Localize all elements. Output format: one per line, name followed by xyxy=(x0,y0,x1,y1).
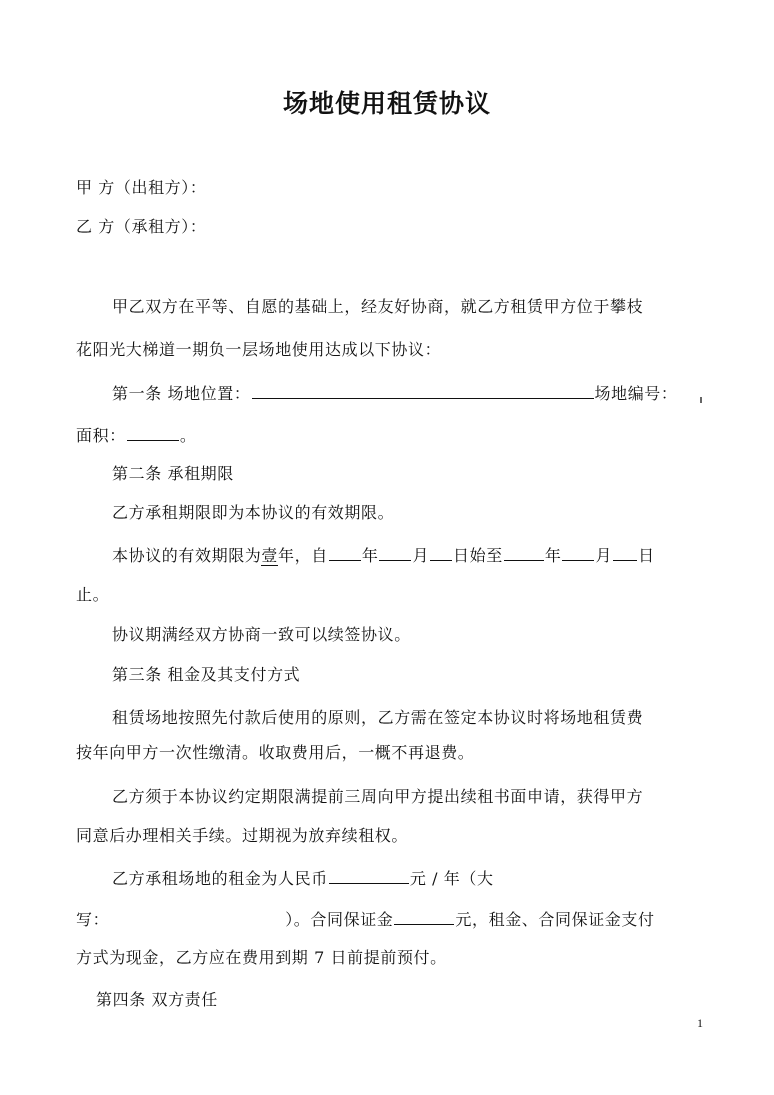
end-month-label: 月 xyxy=(595,546,613,565)
end-day-label: 日 xyxy=(638,546,655,565)
start-day-blank[interactable] xyxy=(430,543,452,561)
article-2-paragraph-3: 协议期满经双方协商一致可以续签协议。 xyxy=(112,625,411,644)
margin-mark xyxy=(700,397,702,403)
article-1-location-label: 第一条 场地位置： xyxy=(112,384,251,403)
party-a-line: 甲 方（出租方）： xyxy=(76,178,207,197)
start-year-label: 年 xyxy=(361,546,379,565)
term-text-a: 本协议的有效期限为 xyxy=(112,546,262,565)
article-1-area-line xyxy=(76,423,196,447)
intro-paragraph-line-1: 甲乙双方在平等、自愿的基础上，经友好协商，就乙方租赁甲方位于攀枝 xyxy=(112,297,644,316)
end-year-label: 年 xyxy=(544,546,562,565)
area-label: 面积： xyxy=(76,426,126,445)
article-4-heading: 第四条 双方责任 xyxy=(96,990,218,1009)
start-year-blank[interactable] xyxy=(329,543,361,561)
area-blank[interactable] xyxy=(127,423,179,441)
capital-amount-label: 写： xyxy=(76,910,110,929)
end-month-blank[interactable] xyxy=(562,543,594,561)
start-day-label: 日始至 xyxy=(453,546,503,565)
location-blank[interactable] xyxy=(252,381,594,399)
term-text-b: 年，自 xyxy=(278,546,328,565)
payment-method-text: 元，租金、合同保证金支付 xyxy=(455,910,655,929)
rent-text: 乙方承租场地的租金为人民币 xyxy=(112,869,328,888)
article-3-rent-line xyxy=(112,866,494,890)
start-month-label: 月 xyxy=(412,546,430,565)
area-end: 。 xyxy=(179,426,197,445)
article-2-paragraph-1: 乙方承租期限即为本协议的有效期限。 xyxy=(112,503,395,522)
party-b-line: 乙 方（承租方）： xyxy=(76,217,207,236)
article-1-number-label: 场地编号： xyxy=(594,384,678,403)
end-year-blank[interactable] xyxy=(504,543,544,561)
start-month-blank[interactable] xyxy=(379,543,411,561)
deposit-text: ）。合同保证金 xyxy=(285,910,394,929)
article-3-deposit-line xyxy=(76,907,655,931)
document-title: 场地使用租赁协议 xyxy=(282,89,491,118)
end-day-blank[interactable] xyxy=(613,543,637,561)
article-3-paragraph-2-line-1: 乙方须于本协议约定期限满提前三周向甲方提出续租书面申请，获得甲方 xyxy=(112,787,644,806)
term-value: 壹 xyxy=(261,546,279,565)
article-3-payment-line: 方式为现金，乙方应在费用到期 7 日前提前预付。 xyxy=(76,948,447,967)
article-3-paragraph-2-line-2: 同意后办理相关手续。过期视为放弃续租权。 xyxy=(76,826,409,845)
article-3-paragraph-1-line-1: 租赁场地按照先付款后使用的原则，乙方需在签定本协议时将场地租赁费 xyxy=(112,708,644,727)
rent-unit: 元 / 年（大 xyxy=(409,869,494,888)
article-2-term-line xyxy=(112,543,655,567)
article-1-location-line xyxy=(112,381,678,405)
article-3-paragraph-1-line-2: 按年向甲方一次性缴清。收取费用后，一概不再退费。 xyxy=(76,743,475,762)
page-number: 1 xyxy=(697,1016,703,1030)
deposit-amount-blank[interactable] xyxy=(394,907,454,925)
article-3-heading: 第三条 租金及其支付方式 xyxy=(112,665,301,684)
rent-amount-blank[interactable] xyxy=(329,866,409,884)
intro-paragraph-line-2: 花阳光大梯道一期负一层场地使用达成以下协议： xyxy=(76,340,442,359)
article-2-heading: 第二条 承租期限 xyxy=(112,464,234,483)
article-2-term-end: 止。 xyxy=(76,585,110,604)
